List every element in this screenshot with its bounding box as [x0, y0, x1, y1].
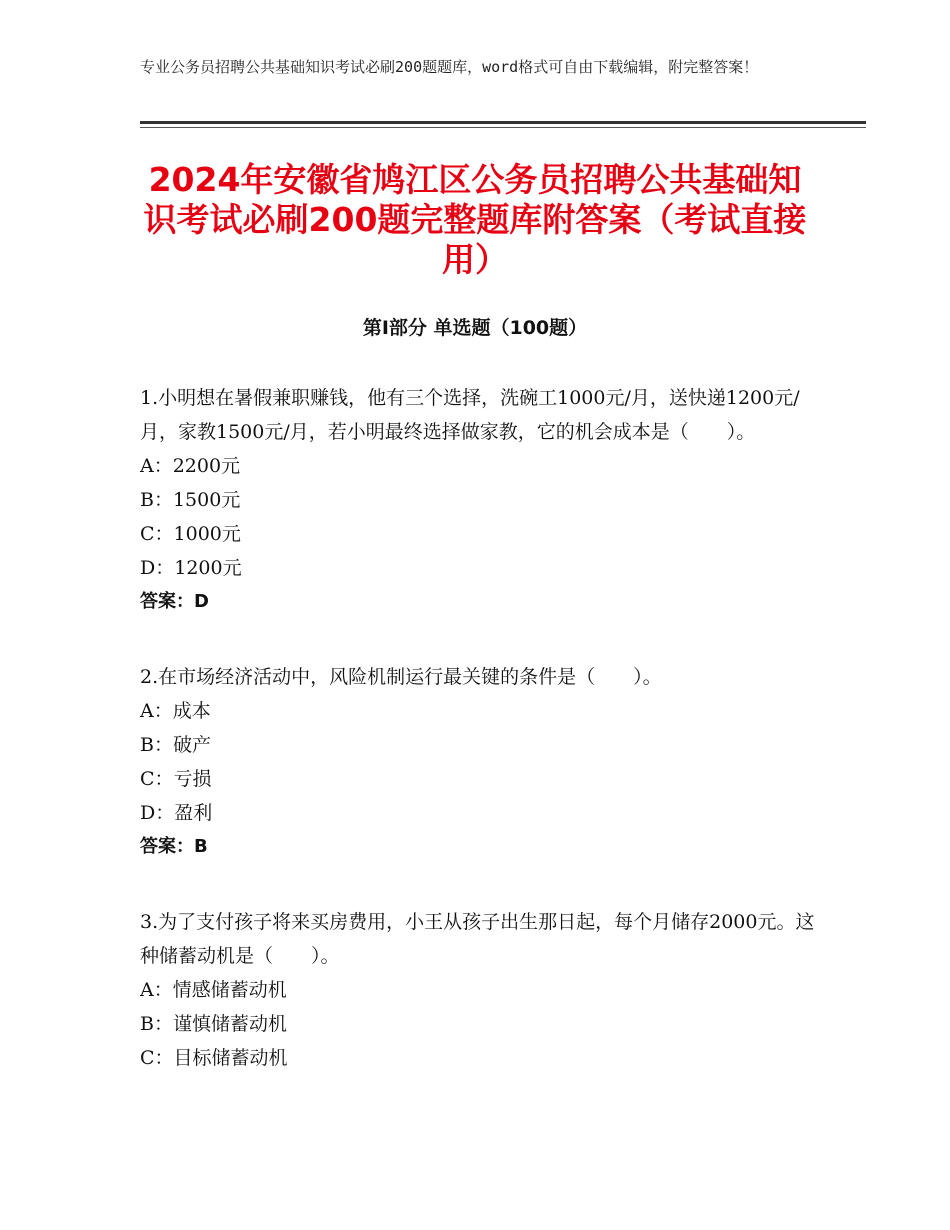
option-d: D：1200元	[140, 557, 242, 579]
question-item	[140, 905, 820, 1075]
question-list	[140, 381, 820, 1116]
option-c: C：亏损	[140, 768, 212, 790]
option-a: A：情感储蓄动机	[140, 979, 287, 1001]
header-note: 专业公务员招聘公共基础知识考试必刷200题题库，word格式可自由下载编辑，附完整答案！	[140, 58, 759, 76]
answer-label: 答案：B	[140, 836, 208, 857]
option-b: B：破产	[140, 734, 211, 756]
question-stem: 1.小明想在暑假兼职赚钱，他有三个选择，洗碗工1000元/月，送快递1200元/月，家教1500元/月，若小明最终选择做家教，它的机会成本是（ ）。	[140, 387, 800, 443]
question-stem: 2.在市场经济活动中，风险机制运行最关键的条件是（ ）。	[140, 666, 662, 688]
question-stem: 3.为了支付孩子将来买房费用，小王从孩子出生那日起，每个月储存2000元。这种储蓄动机是（ ）。	[140, 911, 815, 967]
option-b: B：1500元	[140, 489, 241, 511]
option-a: A：2200元	[140, 455, 241, 477]
option-b: B：谨慎储蓄动机	[140, 1013, 287, 1035]
option-d: D：盈利	[140, 802, 213, 824]
question-item	[140, 660, 820, 864]
header-divider-thin	[140, 127, 866, 128]
option-a: A：成本	[140, 700, 211, 722]
section-heading: 第Ⅰ部分 单选题（100题）	[362, 317, 588, 339]
option-c: C：目标储蓄动机	[140, 1047, 288, 1069]
header-divider	[140, 121, 866, 124]
question-item	[140, 381, 820, 619]
option-c: C：1000元	[140, 523, 241, 545]
document-title: 2024年安徽省鸠江区公务员招聘公共基础知识考试必刷200题完整题库附答案（考试直接用）	[143, 160, 807, 279]
answer-label: 答案：D	[140, 591, 209, 612]
